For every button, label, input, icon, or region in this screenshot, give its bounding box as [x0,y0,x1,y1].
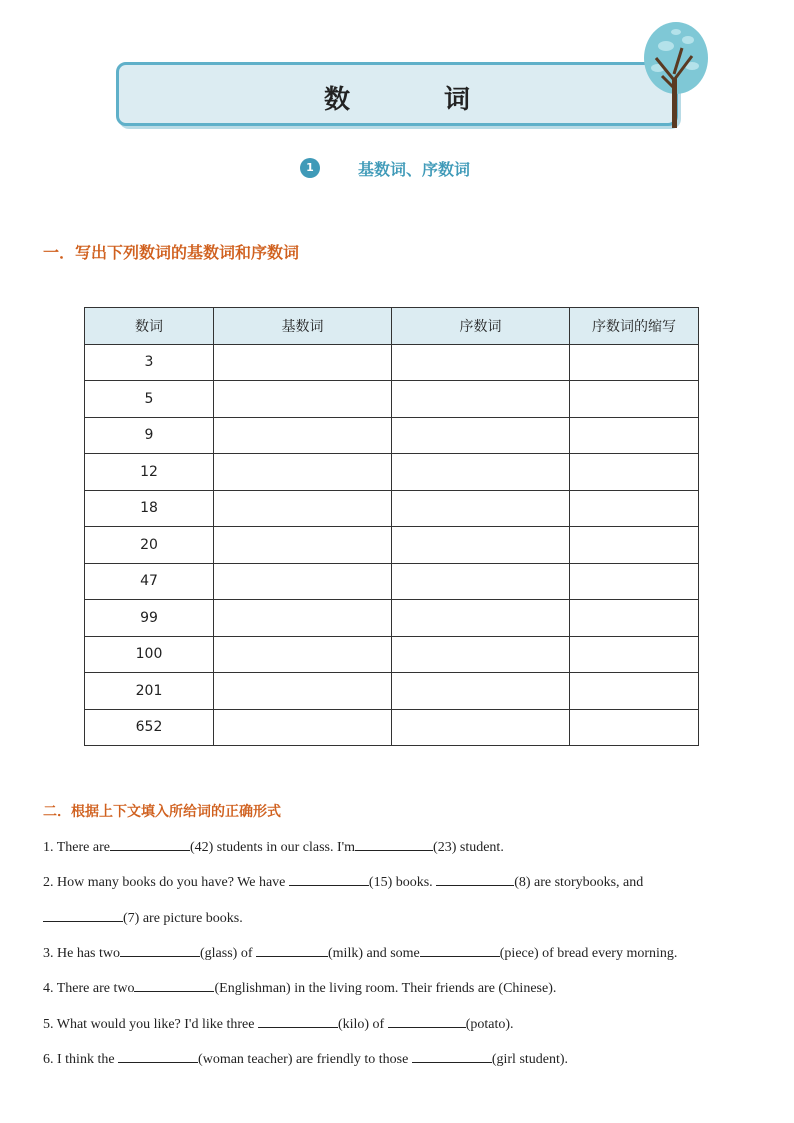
answer-cell[interactable] [214,563,392,600]
answer-blank[interactable] [110,838,190,851]
answer-cell[interactable] [570,563,699,600]
answer-cell[interactable] [392,709,570,746]
exercise-text: (milk) and some [328,946,420,961]
exercise-text: (woman teacher) are friendly to those [198,1052,409,1067]
answer-cell[interactable] [570,417,699,454]
exercise-5 [43,1015,514,1033]
answer-cell[interactable] [214,417,392,454]
exercise-6 [43,1050,568,1068]
answer-cell[interactable] [214,344,392,381]
numeral-cell: 99 [85,600,214,637]
exercise-text: 4. There are two [43,981,135,996]
exercise-4 [43,979,556,997]
answer-blank[interactable] [120,944,200,957]
exercise-text: 1. There are [43,840,110,855]
tree-icon [636,18,712,130]
number-badge: 1 [300,158,320,178]
exercise-text: (glass) of [200,946,253,961]
exercise-text: (15) books. [368,875,433,890]
table-row [85,490,699,527]
numeral-cell: 201 [85,673,214,710]
answer-cell[interactable] [392,673,570,710]
exercise-text: (8) are storybooks, and [514,875,644,890]
answer-cell[interactable] [214,527,392,564]
table-row [85,600,699,637]
answer-blank[interactable] [43,909,123,922]
exercise-text: (23) student. [433,840,504,855]
table-row [85,563,699,600]
header-cardinal: 基数词 [214,308,392,345]
table-row [85,381,699,418]
answer-cell[interactable] [570,673,699,710]
exercise-text: (7) are picture books. [123,911,243,926]
numeral-table [84,307,699,746]
answer-cell[interactable] [214,454,392,491]
answer-cell[interactable] [570,454,699,491]
section-one-heading: 一．写出下列数词的基数词和序数词 [43,243,300,262]
numeral-cell: 12 [85,454,214,491]
answer-blank[interactable] [355,838,433,851]
answer-cell[interactable] [392,417,570,454]
answer-blank[interactable] [388,1015,466,1028]
numeral-cell: 9 [85,417,214,454]
exercise-text: (42) students in our class. I'm [189,840,356,855]
header-ordinal-abbr: 序数词的缩写 [570,308,699,345]
answer-blank[interactable] [118,1050,198,1063]
numeral-cell: 100 [85,636,214,673]
exercise-text: 3. He has two [43,946,120,961]
answer-cell[interactable] [214,636,392,673]
exercise-1 [43,838,504,856]
numeral-cell: 5 [85,381,214,418]
answer-blank[interactable] [258,1015,338,1028]
answer-cell[interactable] [392,490,570,527]
answer-cell[interactable] [570,709,699,746]
exercise-2-continued [43,909,243,927]
answer-cell[interactable] [214,381,392,418]
exercise-text: 6. I think the [43,1052,115,1067]
answer-blank[interactable] [256,944,328,957]
answer-cell[interactable] [392,454,570,491]
exercise-2 [43,873,643,891]
exercise-text: (potato). [465,1017,514,1032]
answer-cell[interactable] [570,344,699,381]
subheading-text: 基数词、序数词 [358,160,471,179]
answer-blank[interactable] [412,1050,492,1063]
exercise-text: 5. What would you like? I'd like three [43,1017,255,1032]
answer-cell[interactable] [392,636,570,673]
answer-cell[interactable] [392,600,570,637]
table-row [85,527,699,564]
numeral-cell: 20 [85,527,214,564]
answer-blank[interactable] [420,944,500,957]
exercise-text: 2. How many books do you have? We have [43,875,286,890]
answer-cell[interactable] [214,600,392,637]
title-banner [116,62,678,126]
numeral-cell: 652 [85,709,214,746]
answer-cell[interactable] [214,490,392,527]
answer-blank[interactable] [289,873,369,886]
numeral-cell: 18 [85,490,214,527]
answer-cell[interactable] [570,636,699,673]
page-title: 数 词 [323,85,504,115]
answer-cell[interactable] [214,673,392,710]
exercise-text: (piece) of bread every morning. [499,946,678,961]
answer-cell[interactable] [570,527,699,564]
table-row [85,709,699,746]
numeral-cell: 47 [85,563,214,600]
answer-cell[interactable] [570,600,699,637]
answer-blank[interactable] [436,873,514,886]
table-row [85,673,699,710]
table-row [85,417,699,454]
answer-cell[interactable] [214,709,392,746]
table-row [85,344,699,381]
exercise-3 [43,944,677,962]
answer-blank[interactable] [134,979,214,992]
header-ordinal: 序数词 [392,308,570,345]
exercise-text: (kilo) of [337,1017,385,1032]
exercise-text: (Englishman) in the living room. Their friends are (Chinese). [214,981,557,996]
answer-cell[interactable] [570,490,699,527]
answer-cell[interactable] [392,527,570,564]
answer-cell[interactable] [570,381,699,418]
exercise-text: (girl student). [491,1052,569,1067]
answer-cell[interactable] [392,563,570,600]
answer-cell[interactable] [392,381,570,418]
table-header-row [85,308,699,345]
table-row [85,636,699,673]
header-numeral: 数词 [85,308,214,345]
section-two-heading: 二．根据上下文填入所给词的正确形式 [43,804,281,820]
numeral-cell: 3 [85,344,214,381]
table-row [85,454,699,491]
answer-cell[interactable] [392,344,570,381]
